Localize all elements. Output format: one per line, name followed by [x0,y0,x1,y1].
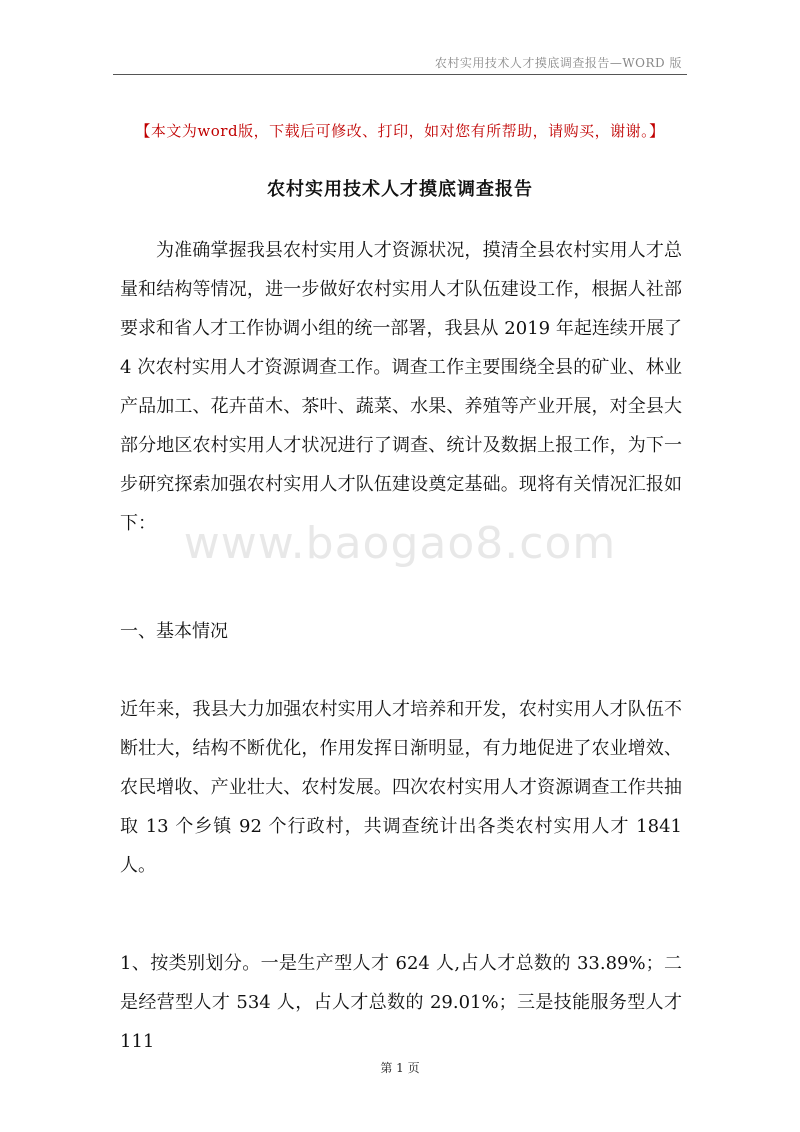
intro-paragraph: 为准确掌握我县农村实用人才资源状况，摸清全县农村实用人才总量和结构等情况，进一步做好农村实用人才队伍建设工作，根据人社部要求和省人才工作协调小组的统一部署，我县从 2019 年起连续开展了 4 次农村实用人才资源调查工作。调查工作主要围绕全县的矿业、林业产品加工、花卉苗木、茶叶、蔬菜、水果、养殖等产业开展，对全县大部分地区农村实用人才状况进行了调查、统计及数据上报工作，为下一步研究探索加强农村实用人才队伍建设奠定基础。现将有关情况汇报如下： [120,240,682,534]
document-title: 农村实用技术人才摸底调查报告 [267,179,533,200]
page-number: 第 1 页 [380,1061,420,1075]
section-heading-basic-situation: 一、基本情况 [120,621,228,642]
basic-situation-paragraph: 近年来，我县大力加强农村实用人才培养和开发，农村实用人才队伍不断壮大，结构不断优化，作用发挥日渐明显，有力地促进了农业增效、农民增收、产业壮大、农村发展。四次农村实用人才资源调查工作共抽取 13 个乡镇 92 个行政村，共调查统计出各类农村实用人才 1841 人。 [120,699,682,876]
header-divider [113,74,687,75]
running-header: 农村实用技术人才摸底调查报告—WORD 版 [434,56,682,70]
download-notice: 【本文为word版，下载后可修改、打印，如对您有所帮助，请购买，谢谢。】 [135,122,665,140]
watermark: www.baogao8.com [183,518,617,569]
category-breakdown-paragraph: 1、按类别划分。一是生产型人才 624 人,占人才总数的 33.89%；二是经营型人才 534 人，占人才总数的 29.01%；三是技能服务型人才 111 [120,953,682,1052]
